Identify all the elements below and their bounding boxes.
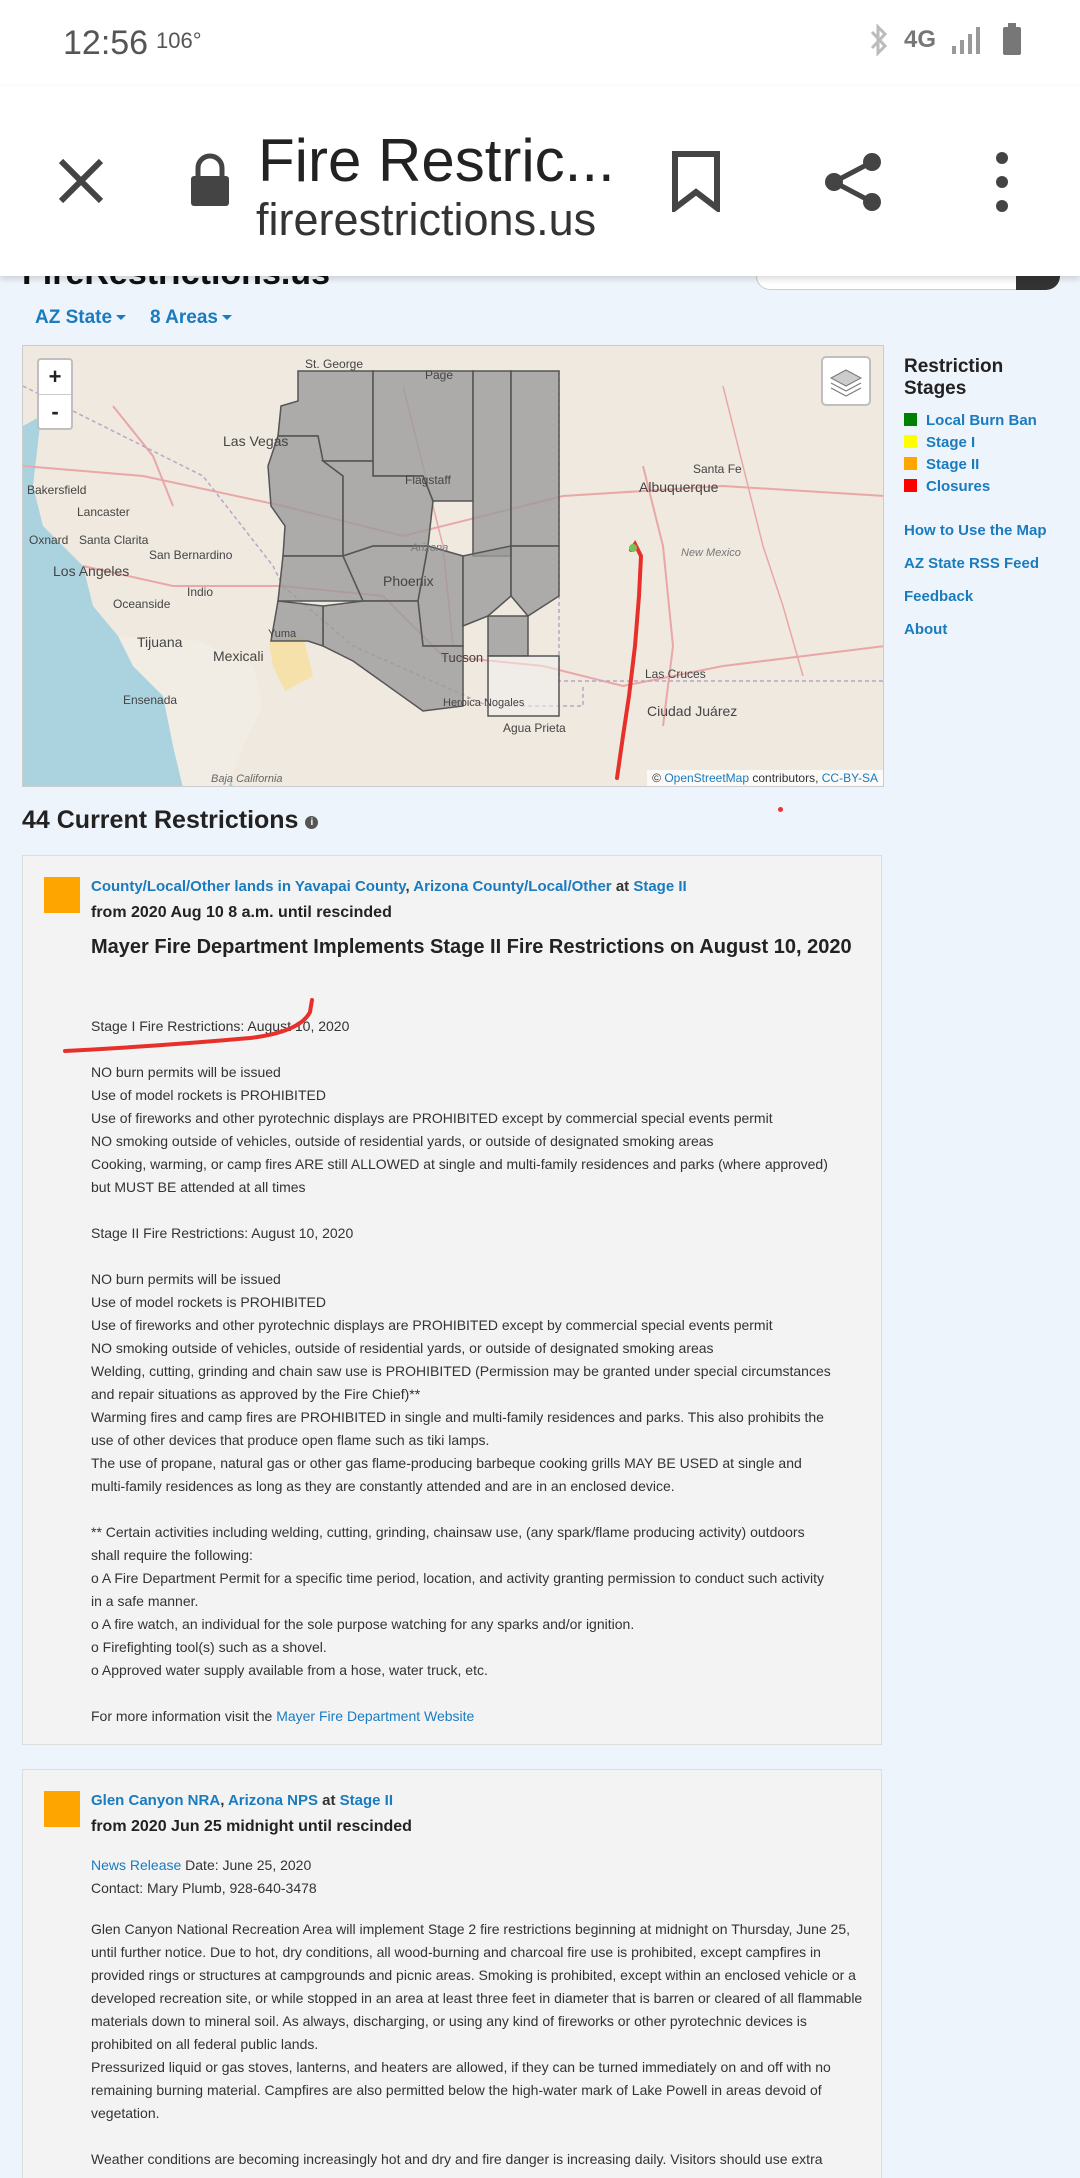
contact-line: Contact: Mary Plumb, 928-640-3478 — [91, 1880, 317, 1896]
stage-link[interactable]: Stage II — [339, 1792, 394, 1809]
map-label-san-bernardino: San Bernardino — [149, 548, 233, 562]
legend-item-local-burn-ban[interactable] — [904, 412, 1037, 429]
news-line — [91, 1857, 311, 1873]
restrictions-count-text: 44 Current Restrictions — [22, 806, 299, 834]
status-icons — [868, 22, 1024, 58]
tab-areas[interactable] — [150, 307, 232, 329]
zoom-out-button[interactable]: - — [39, 394, 71, 428]
map-label-albuquerque: Albuquerque — [639, 479, 719, 495]
area-link[interactable]: Arizona NPS — [227, 1792, 318, 1809]
map-label-new-mexico: New Mexico — [681, 547, 741, 559]
stage-ii-swatch — [44, 1791, 80, 1827]
map-label-st-george: St. George — [305, 357, 364, 371]
card-headline: Mayer Fire Department Implements Stage II Fire Restrictions on August 10, 2020 — [91, 936, 852, 958]
map-label-agua-prieta: Agua Prieta — [503, 721, 566, 735]
signal-icon — [950, 24, 986, 56]
note-line: o A Fire Department Permit for a specific time period, location, and activity granting permission to conduct such activity — [91, 1570, 824, 1586]
list-item: Use of fireworks and other pyrotechnic displays are PROHIBITED except by commercial special events permit — [91, 1110, 773, 1126]
list-item: Cooking, warming, or camp fires ARE still ALLOWED at single and multi-family residences and parks (where approved) — [91, 1156, 828, 1172]
list-item: The use of propane, natural gas or other gas flame-producing barbeque cooking grills MAY BE USED at single and — [91, 1455, 802, 1471]
legend-item-stage-i[interactable] — [904, 434, 975, 451]
zoom-control — [37, 358, 73, 430]
chevron-down-icon — [222, 315, 232, 320]
card-dates: from 2020 Aug 10 8 a.m. until rescinded — [91, 904, 392, 921]
map-label-page: Page — [425, 368, 454, 382]
area-link[interactable]: County/Local/Other lands in Yavapai County — [91, 878, 406, 895]
map-label-heroica-nogales: Heroica Nogales — [443, 697, 525, 709]
bookmark-icon[interactable] — [670, 150, 722, 212]
card-paragraph: Pressurized liquid or gas stoves, lanterns, and heaters are allowed, if they can be turned immediately on and off with no remaining burning material. Campfires are also permitted below the high-water mark of Lake Powell in areas devoid of vegetation. — [91, 2059, 831, 2121]
chevron-down-icon — [116, 315, 126, 320]
battery-icon — [1000, 22, 1024, 58]
legend-label: Stage II — [926, 456, 980, 473]
legend-label: Stage I — [926, 434, 976, 451]
tab-az-state-label: AZ State — [35, 307, 113, 328]
map-label-mexicali: Mexicali — [213, 648, 264, 664]
map-label-las-vegas: Las Vegas — [223, 433, 289, 449]
map-label-bakersfield: Bakersfield — [27, 483, 87, 497]
legend-swatch — [904, 413, 917, 426]
card-areas: Glen Canyon NRA, Arizona NPS at Stage II — [91, 1792, 394, 1809]
card-paragraph: Glen Canyon National Recreation Area will implement Stage 2 fire restrictions beginning at midnight on Thursday, June 25, until further notice. Due to hot, dry conditions, all wood-burning and charcoal fire use is prohibited, except campfires in provided rings or structures at campgrounds and picnic areas. Smoking is prohibited, except within an enclosed vehicle or a developed recreation site, or while stopped in an area at least three feet in diameter that is barren or cleared of all flammable materials down to mineral soil. As always, discharging, or using any kind of fireworks or other pyrotechnic devices is prohibited on all federal public lands. — [91, 1921, 863, 2052]
list-item: use of other devices that produce open flame such as tiki lamps. — [91, 1432, 490, 1448]
stage1-title: Stage I Fire Restrictions: August 10, 2020 — [91, 1018, 350, 1034]
more-info-text: For more information visit the — [91, 1708, 273, 1724]
legend-swatch — [904, 435, 917, 448]
list-item: NO smoking outside of vehicles, outside of residential yards, or outside of designated smoking areas — [91, 1133, 714, 1149]
map-label-santa-clarita: Santa Clarita — [79, 533, 149, 547]
list-item: NO burn permits will be issued — [91, 1064, 281, 1080]
note-line: o A fire watch, an individual for the sole purpose watching for any sparks and/or ignition. — [91, 1616, 635, 1632]
legend-item-closures[interactable] — [904, 478, 990, 495]
openstreetmap-link[interactable]: OpenStreetMap — [664, 771, 750, 785]
map-label-oceanside: Oceanside — [113, 597, 171, 611]
close-icon[interactable] — [56, 156, 106, 206]
news-date: Date: June 25, 2020 — [185, 1857, 312, 1873]
link-about[interactable]: About — [904, 621, 948, 638]
card-areas: County/Local/Other lands in Yavapai County, Arizona County/Local/Other at Stage II — [91, 878, 687, 895]
map-attribution — [647, 770, 883, 786]
layers-icon — [823, 358, 869, 404]
status-time: 12:56 — [63, 24, 149, 62]
note-line: shall require the following: — [91, 1547, 253, 1563]
zoom-in-button[interactable]: + — [48, 364, 62, 389]
more-info-line — [91, 1708, 474, 1724]
note-line: in a safe manner. — [91, 1593, 199, 1609]
list-item: Welding, cutting, grinding and chain saw use is PROHIBITED (Permission may be granted under special circumstances — [91, 1363, 831, 1379]
legend-label: Local Burn Ban — [926, 412, 1037, 429]
restriction-card — [22, 855, 882, 1745]
list-item: Use of model rockets is PROHIBITED — [91, 1087, 326, 1103]
map-label-ensenada: Ensenada — [123, 693, 178, 707]
map-label-ciudad-juarez: Ciudad Juárez — [647, 703, 738, 719]
map-canvas[interactable] — [23, 346, 884, 787]
map-label-tijuana: Tijuana — [137, 634, 183, 650]
info-icon[interactable]: i — [305, 816, 318, 829]
area-link[interactable]: Arizona County/Local/Other — [413, 878, 612, 895]
map-label-los-angeles: Los Angeles — [53, 563, 130, 579]
map-label-phoenix: Phoenix — [383, 573, 434, 589]
tab-az-state[interactable] — [35, 307, 126, 329]
list-item: NO smoking outside of vehicles, outside of residential yards, or outside of designated smoking areas — [91, 1340, 714, 1356]
list-item: Use of fireworks and other pyrotechnic displays are PROHIBITED except by commercial special events permit — [91, 1317, 773, 1333]
map-label-indio: Indio — [187, 585, 214, 599]
restriction-map[interactable] — [22, 345, 884, 787]
list-item: Use of model rockets is PROHIBITED — [91, 1294, 326, 1310]
at-text: at — [322, 1792, 336, 1809]
legend-item-stage-ii[interactable] — [904, 456, 979, 473]
stage-ii-swatch — [44, 877, 80, 913]
map-label-yuma: Yuma — [268, 628, 297, 640]
license-link[interactable]: CC-BY-SA — [821, 771, 878, 785]
page-url[interactable]: firerestrictions.us — [256, 194, 597, 245]
restriction-card — [22, 1769, 882, 2178]
attribution-prefix: © — [652, 771, 661, 785]
legend-swatch — [904, 457, 917, 470]
legend-swatch — [904, 479, 917, 492]
at-text: at — [615, 878, 630, 895]
area-link[interactable]: Glen Canyon NRA — [91, 1792, 221, 1809]
list-item: NO burn permits will be issued — [91, 1271, 281, 1287]
lock-icon[interactable] — [188, 152, 232, 208]
news-release-link[interactable]: News Release — [91, 1857, 182, 1873]
list-item: multi-family residences as long as they are constantly attended and are in an enclosed device. — [91, 1478, 675, 1494]
map-label-arizona: Arizona — [411, 542, 449, 554]
annotation-dot — [778, 807, 783, 812]
restrictions-count-heading — [22, 806, 318, 835]
list-item: Warming fires and camp fires are PROHIBITED in single and multi-family residences and parks. This also prohibits the — [91, 1409, 824, 1425]
stage2-title: Stage II Fire Restrictions: August 10, 2020 — [91, 1225, 354, 1241]
link-feedback[interactable]: Feedback — [904, 588, 974, 605]
mayer-website-link[interactable]: Mayer Fire Department Website — [276, 1708, 475, 1724]
note-line: o Firefighting tool(s) such as a shovel. — [91, 1639, 327, 1655]
card-dates: from 2020 Jun 25 midnight until rescinded — [91, 1818, 412, 1835]
map-label-baja-california: Baja California — [211, 773, 283, 785]
page-title[interactable]: Fire Restric... — [258, 127, 615, 194]
layers-button[interactable] — [821, 356, 871, 406]
map-label-tucson: Tucson — [441, 650, 484, 665]
map-label-lancaster: Lancaster — [77, 505, 130, 519]
map-label-oxnard: Oxnard — [29, 533, 69, 547]
status-temperature: 106° — [156, 28, 202, 53]
more-options-icon[interactable] — [990, 150, 1014, 214]
card-paragraph: Weather conditions are becoming increasingly hot and dry and fire danger is increasing daily. Visitors should use extra — [91, 2151, 823, 2167]
share-icon[interactable] — [822, 150, 886, 214]
link-rss-feed[interactable]: AZ State RSS Feed — [904, 555, 1040, 572]
network-type-icon: 4G — [903, 26, 936, 53]
bluetooth-icon — [868, 22, 890, 58]
status-bar — [0, 0, 1080, 86]
stage-link[interactable]: Stage II — [633, 878, 687, 895]
tab-areas-label: 8 Areas — [150, 307, 218, 328]
link-how-to-use-map[interactable]: How to Use the Map — [904, 522, 1047, 539]
browser-toolbar — [0, 86, 1080, 276]
note-line: ** Certain activities including welding, cutting, grinding, chainsaw use, (any spark/flame producing activity) outdoors — [91, 1524, 805, 1540]
map-label-las-cruces: Las Cruces — [645, 667, 706, 681]
list-item: but MUST BE attended at all times — [91, 1179, 306, 1195]
map-label-flagstaff: Flagstaff — [405, 473, 451, 487]
attribution-mid: contributors, — [752, 771, 819, 785]
legend-title: Restriction Stages — [904, 356, 1004, 399]
list-item: and repair situations as approved by the Fire Chief)** — [91, 1386, 421, 1402]
map-label-santa-fe: Santa Fe — [693, 462, 742, 476]
legend-label: Closures — [926, 478, 991, 495]
note-line: o Approved water supply available from a hose, water truck, etc. — [91, 1662, 488, 1678]
